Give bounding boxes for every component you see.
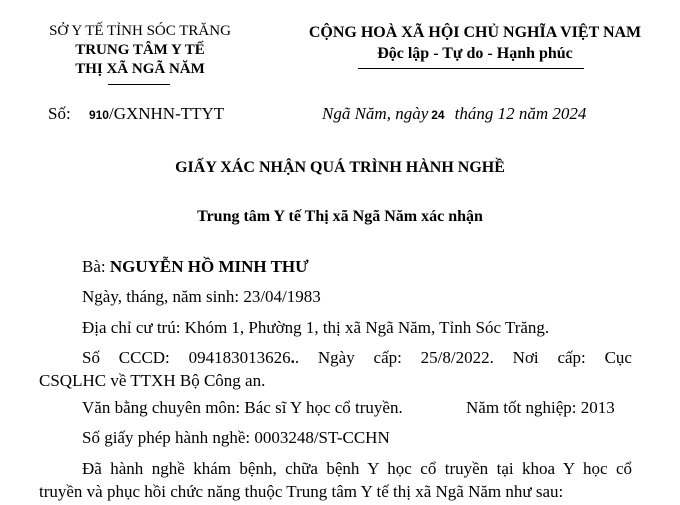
name-label: Bà: — [82, 257, 106, 276]
date-suffix: tháng 12 năm 2024 — [454, 104, 587, 123]
country-name: CỘNG HOÀ XÃ HỘI CHỦ NGHĨA VIỆT NAM — [308, 24, 642, 41]
cccd-issue: . Ngày cấp: 25/8/2022. Nơi cấp: Cục — [294, 348, 632, 367]
degree-line: Văn bằng chuyên môn: Bác sĩ Y học cổ truyền. — [82, 398, 403, 417]
header-right-underline — [358, 68, 584, 69]
issue-date — [322, 104, 586, 124]
address-line: Địa chỉ cư trú: Khóm 1, Phường 1, thị xã Ngã Năm, Tỉnh Sóc Trăng. — [82, 318, 550, 337]
header-left — [20, 22, 260, 79]
ref-label: Số: — [48, 104, 71, 123]
graduation-year: Năm tốt nghiệp: 2013 — [466, 398, 615, 417]
department-name: SỞ Y TẾ TỈNH SÓC TRĂNG — [49, 23, 231, 39]
ref-number: 910 — [88, 108, 109, 122]
header-right — [282, 22, 668, 64]
date-prefix: Ngã Năm, ngày — [322, 104, 429, 123]
name-line — [82, 257, 309, 277]
date-day: 24 — [431, 108, 445, 122]
document-subtitle: Trung tâm Y tế Thị xã Ngã Năm xác nhận — [197, 208, 483, 225]
dob-line: Ngày, tháng, năm sinh: 23/04/1983 — [82, 287, 321, 306]
ref-code: /GXNHN-TTYT — [108, 104, 225, 123]
header-left-underline — [108, 84, 170, 85]
document-title: GIẤY XÁC NHẬN QUÁ TRÌNH HÀNH NGHỀ — [175, 159, 505, 176]
town-name: THỊ XÃ NGÃ NĂM — [75, 61, 205, 77]
motto: Độc lập - Tự do - Hạnh phúc — [377, 45, 573, 62]
cccd-number: Số CCCD: 094183013626 — [82, 348, 291, 367]
practice-line-1: Đã hành nghề khám bệnh, chữa bệnh Y học cổ truyền tại khoa Y học cổ — [82, 459, 632, 478]
person-name: NGUYỄN HỒ MINH THƯ — [109, 257, 309, 276]
practice-line-2: truyền và phục hồi chức năng thuộc Trung tâm Y tế thị xã Ngã Năm như sau: — [39, 482, 564, 501]
center-name: TRUNG TÂM Y TẾ — [75, 42, 205, 58]
cccd-line-2: CSQLHC về TTXH Bộ Công an. — [39, 371, 266, 390]
cccd-line-1: Số CCCD: 094183013626.. Ngày cấp: 25/8/2022. Nơi cấp: Cục — [82, 348, 632, 367]
reference-number — [48, 104, 224, 124]
license-line: Số giấy phép hành nghề: 0003248/ST-CCHN — [82, 428, 390, 447]
